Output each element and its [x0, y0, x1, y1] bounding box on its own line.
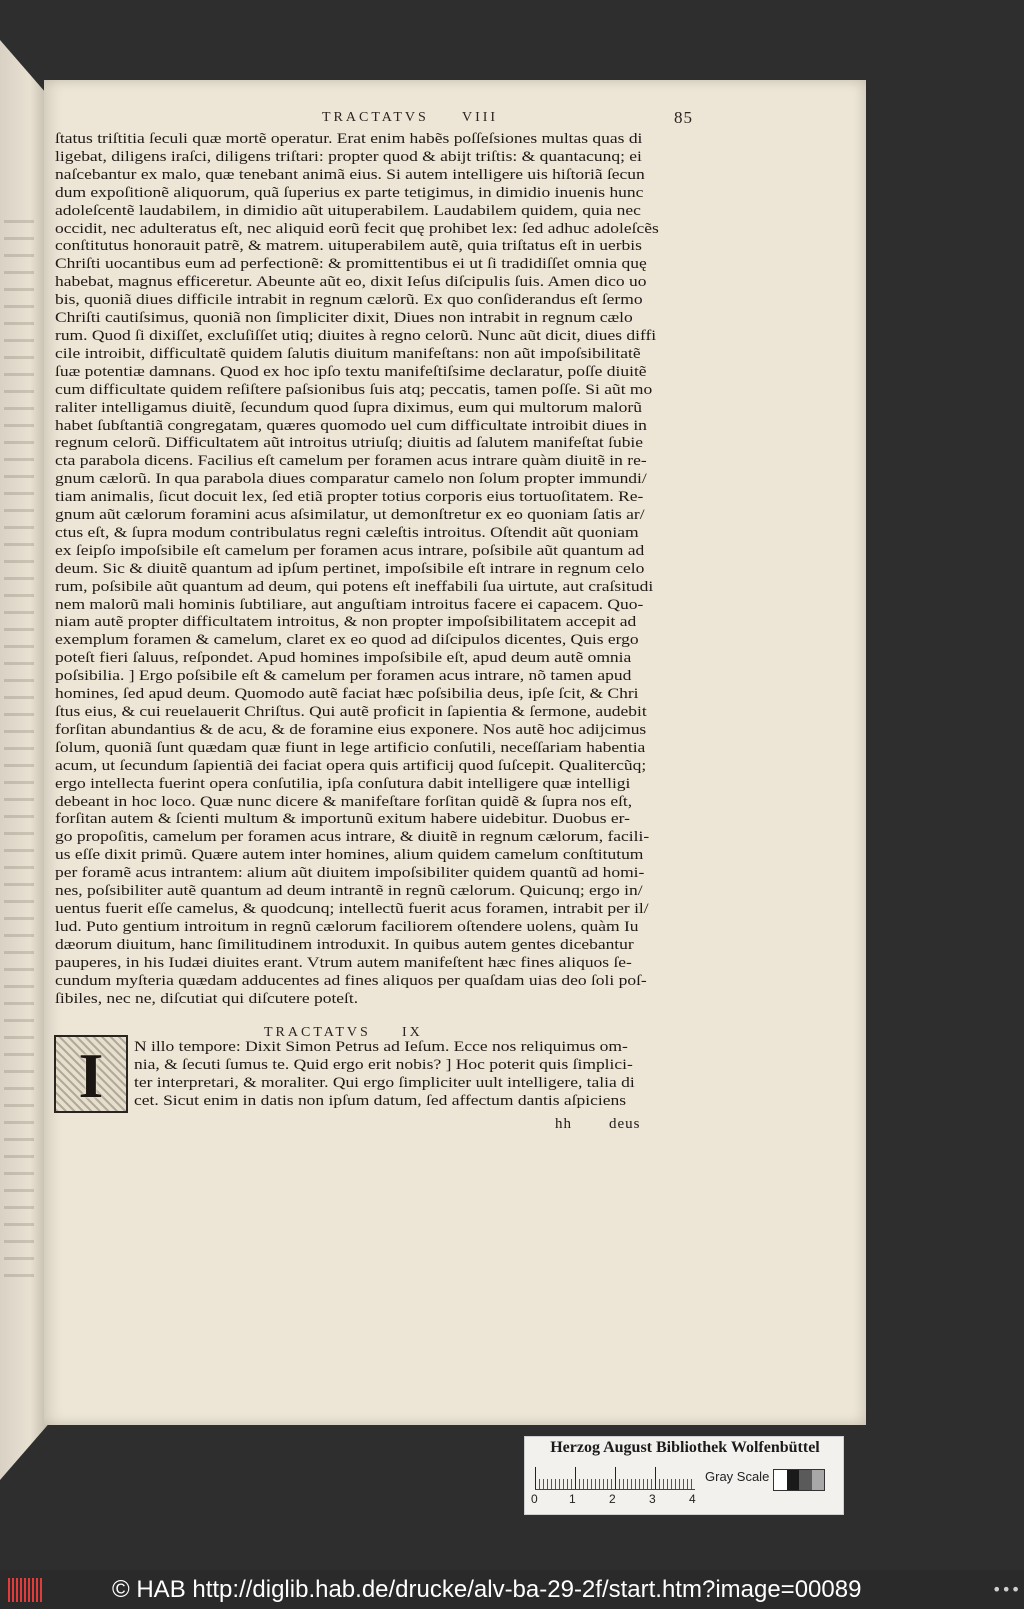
- text-line: raliter intelligamus diuitẽ, ſecundum quod ſupra diximus, eum qui multorum malorũ: [55, 398, 642, 416]
- text-line: exemplum foramen & camelum, claret ex eo quod ad diſcipulos dicentes, Quis ergo: [55, 631, 639, 649]
- text-line: cile introibit, difficultatẽ quidem ſalutis diuitum manifeſtans: non aũt impoſsibilitatẽ: [55, 344, 641, 362]
- text-line: per foramẽ acus intrantem: alium aũt diuitem impoſsibiliter quidem quantũ ad homi-: [55, 864, 645, 882]
- text-line: ſtus eius, & cui reuelauerit Chriſtus. Qui autẽ proficit in ſapientia & ſermone, audebit: [55, 703, 647, 720]
- text-line: poteſt fieri ſaluus, reſpondet. Apud homines impoſsibile eſt, apud deum autẽ omnia: [55, 649, 632, 667]
- catchword: deus: [609, 1116, 641, 1132]
- text-line: occidit, nec adulteratus eſt, nec aliquid eorũ fecit quę prohibet lex: ſed adhuc adoleſcẽs: [55, 219, 659, 237]
- section-ix-line: cet. Sicut enim in datis non ipſum datum, ſed affectum dantis aſpiciens: [134, 1091, 627, 1109]
- section-heading-number: IX: [402, 1025, 423, 1040]
- swatch-light-gray: [812, 1470, 825, 1490]
- gray-scale-label: Gray Scale: [705, 1469, 770, 1484]
- text-line: deum. Sic & diuitẽ quantum ad ipſum pertinet, impoſsibile eſt intrare in regnum celo: [55, 559, 645, 577]
- text-line: ligebat, diligens iraſci, diligens triſtari: propter quod & abijt triſtis: & quantacunq; ei: [55, 147, 642, 165]
- institution-name: Herzog August Bibliothek Wolfenbüttel: [550, 1439, 820, 1456]
- text-line: habebat, magnus efficeretur. Abeunte aũt eo, dixit Ieſus diſcipulis ſuis. Amen dico uo: [55, 273, 647, 291]
- gray-scale-swatches: [773, 1469, 825, 1491]
- text-line: us eſſe dixit primũ. Quære autem inter homines, alium quidem camelum conſtitutum: [55, 846, 644, 864]
- viewer-footer: [0, 1570, 1024, 1609]
- text-line: dæorum diuitum, hanc ſimilitudinem introduxit. In quibus autem gentes dicebantur: [55, 935, 634, 953]
- text-line: ſtatus triſtitia ſeculi quæ mortẽ operatur. Erat enim habẽs poſſeſsiones multas quas di: [55, 130, 643, 147]
- text-line: debeant in hoc loco. Quæ nunc dicere & manifeſtare forſitan quidẽ & ſupra nos eſt,: [55, 792, 633, 810]
- text-line: uentus fuerit eſſe camelus, & quodcunq; intellectũ fuerit acus foramen, intrabit per il/: [55, 899, 649, 917]
- text-line: rum. Quod ſi dixiſſet, excluſiſſet utiq; diuites à regno celorũ. Nunc aũt dicit, diues diffi: [55, 326, 657, 344]
- text-line: Chriſti uocantibus eum ad perfectionẽ: & promittentibus ei ut ſi tradidiſſet omnia quę: [55, 255, 647, 273]
- swatch-dark-gray: [799, 1470, 812, 1490]
- text-line: homines, ſed apud deum. Quomodo autẽ faciat hæc poſsibilia deus, ipſe ſcit, & Chri: [55, 685, 639, 703]
- text-line: Chriſti cautiſsimus, quoniã non ſimpliciter dixit, Diues non intrabit in regnum cælo: [55, 309, 633, 327]
- text-line: lud. Puto gentium introitum in regnũ cælorum faciliorem oſtendere uolens, quàm Iu: [55, 917, 639, 935]
- section-heading-title: TRACTATVS: [264, 1025, 371, 1040]
- text-line: niam autẽ propter difficultatem introitus, & non propter impoſsibilitatem accepit ad: [55, 613, 637, 631]
- text-line: tiam animalis, ſicut docuit lex, ſed etiã propter totius corporis eius tortuoſitatem. Re-: [55, 488, 644, 506]
- text-line: ctus eſt, & ſupra modum contribulatus regni cæleſtis introitus. Oſtendit aũt quoniam: [55, 523, 639, 541]
- ruler-number-1: 1: [569, 1492, 576, 1506]
- text-line: cum difficultate quidem reſiſtere paſsionibus ſuis atq; peccatis, tamen poſſe. Si aũt mo: [55, 380, 653, 398]
- text-line: gnum cælorũ. In qua parabola diues comparatur camelo non ſolum propter immundi/: [55, 470, 647, 488]
- colour-reference-card: [524, 1436, 844, 1515]
- left-page-edge: [0, 40, 50, 1480]
- folio-number: 85: [674, 108, 693, 127]
- text-line: naſcebantur ex malo, quæ tenebant animã eius. Si autem intelligere uis hiſtoriã ſecun: [55, 165, 645, 183]
- ruler-number-4: 4: [689, 1492, 696, 1506]
- running-head-title: TRACTATVS: [322, 110, 429, 125]
- text-line: conſtitutus honorauit patrẽ, & matrem. uituperabilem autẽ, quia triſtatus eſt in uerbis: [55, 237, 642, 255]
- swatch-black: [787, 1470, 800, 1490]
- text-line: poſsibilia. ] Ergo poſsibile eſt & camelum per foramen acus intrare, nõ tamen apud: [55, 667, 632, 685]
- text-line: ergo intellecta fuerint opera conſutilia, ipſa conſutura dabit intelligere quæ intelligi: [55, 774, 631, 792]
- section-ix-line: N illo tempore: Dixit Simon Petrus ad Ieſum. Ecce nos reliquimus om-: [134, 1038, 628, 1055]
- text-line: ſibiles, nec ne, diſcutiat qui diſcutere poteſt.: [55, 989, 359, 1007]
- text-line: ex ſeipſo impoſsibile eſt camelum per foramen acus intrare, poſsibile aũt quantum ad: [55, 541, 645, 559]
- text-line: regnum celorũ. Difficultatem aũt introitus utriuſq; diuitis ad ſalutem manifeſtat ſubie: [55, 434, 644, 452]
- text-line: bis, quoniã diues difficile intrabit in regnum cælorũ. Ex quo conſiderandus eſt ſermo: [55, 291, 643, 309]
- section-ix-line: nia, & ſecuti ſumus te. Quid ergo erit nobis? ] Hoc poterit quis ſimplici-: [134, 1055, 633, 1073]
- decorated-initial: [54, 1035, 128, 1113]
- text-line: adoleſcentẽ laudabilem, in dimidio aũt uituperabilem. Laudabilem quidem, quia nec: [55, 201, 641, 219]
- ruler-number-2: 2: [609, 1492, 616, 1506]
- ruler-number-0: 0: [531, 1492, 538, 1506]
- text-line: go propoſitis, camelum per foramen acus intrare, & diuitẽ in regnum cælorum, facili-: [55, 828, 650, 846]
- text-line: nes, poſsibiliter autẽ quantum ad deum intrantẽ in regnũ cælorum. Quicunq; ergo in/: [55, 882, 643, 900]
- text-line: forſitan abundantius & de acu, & de foramine eius exponere. Nos autẽ hoc adijcimus: [55, 720, 647, 738]
- text-line: acum, ut ſecundum ſapientiã dei faciat opera quis artificij quod ſuſcepit. Qualitercũq;: [55, 756, 647, 774]
- text-line: pauperes, in his Iudæi diuites erant. Vtrum autem manifeſtent hæc fines aliquos ſe-: [55, 953, 632, 971]
- text-line: forſitan autem & ſcienti multum & importunũ exitum habere uidebitur. Duobus er-: [55, 810, 630, 828]
- section-ix-line: ter interpretari, & moraliter. Qui ergo ſimpliciter uult intelligere, talia di: [134, 1073, 635, 1091]
- section-ix-text: [134, 1038, 694, 1110]
- text-line: dum expoſitionẽ aliquorum, quã ſuperius ex parte tetigimus, in dimidio inuenis hunc: [55, 183, 644, 201]
- text-line: gnum aũt cælorum foramini acus aſsimilatur, ut demonſtretur ex eo quoniam ſatis ar/: [55, 506, 645, 524]
- barcode-icon: [8, 1578, 44, 1602]
- text-line: habet ſubſtantiã congregatam, quæres quomodo uel cum difficultate introibit diues in: [55, 416, 647, 434]
- text-line: cta parabola dicens. Facilius eſt camelum per foramen acus intrare quàm diuitẽ in re-: [55, 452, 647, 470]
- signature-mark: hh: [555, 1116, 572, 1132]
- main-text-block: [55, 130, 699, 1007]
- initial-letter: I: [78, 1040, 104, 1111]
- ellipsis-icon[interactable]: •••: [992, 1580, 1021, 1599]
- text-line: nem malorũ mali hominis ſubtiliare, aut anguſtiam introitus facere ei capacem. Quo-: [55, 595, 644, 613]
- text-line: rum, poſsibile aũt quantum ad deum, qui potens eſt ineffabili ſua uirtute, aut craſsitudi: [55, 577, 654, 595]
- ruler-number-3: 3: [649, 1492, 656, 1506]
- text-line: ſolum, quoniã ſunt quædam quæ fiunt in lege artificio conſutili, neceſſariam habentia: [55, 738, 646, 756]
- text-line: cundum myſteria quædam adducentes ad fines aliquos per quaſdam uias deo ſoli poſ-: [55, 971, 647, 989]
- left-page-bleed-text: [4, 220, 34, 1280]
- swatch-white: [774, 1470, 787, 1490]
- source-url[interactable]: © HAB http://diglib.hab.de/drucke/alv-ba-29-2f/start.htm?image=00089: [112, 1576, 862, 1603]
- text-line: ſuæ potentiæ damnans. Quod ex hoc ipſo textu manifeſtiſsime declaratur, poſſe diuitẽ: [55, 362, 647, 380]
- running-head-chapter: VIII: [462, 110, 499, 125]
- ruler-major-ticks: [535, 1467, 695, 1489]
